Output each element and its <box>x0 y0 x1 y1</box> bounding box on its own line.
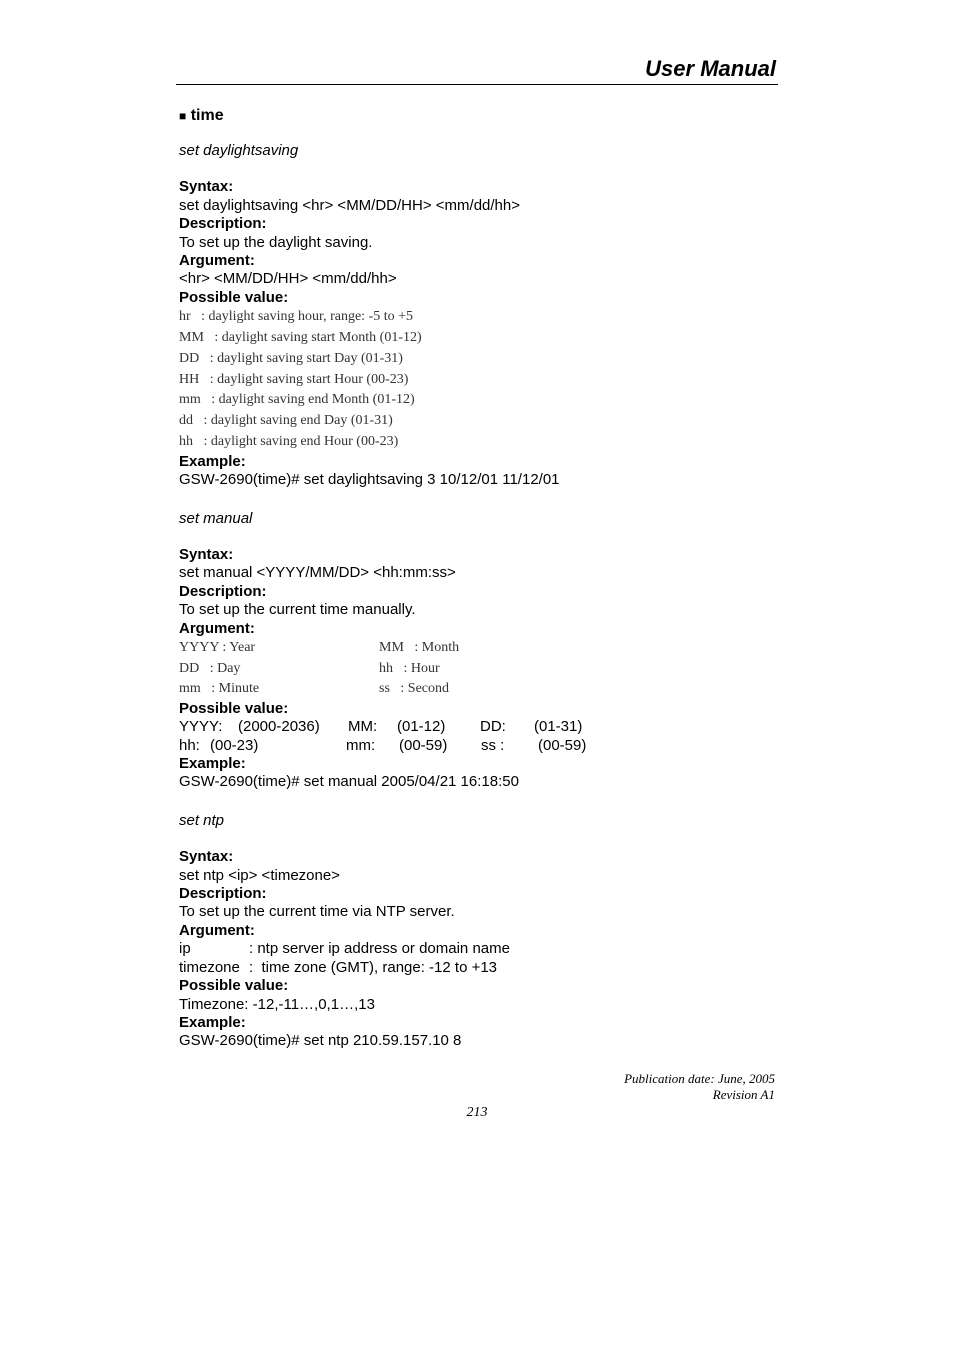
example-text: GSW-2690(time)# set ntp 210.59.157.10 8 <box>179 1032 462 1050</box>
manual-title: User Manual <box>645 56 776 81</box>
pv-key: mm: <box>346 736 376 754</box>
pv-range: (2000-2036) <box>238 718 320 736</box>
possible-value-line: mm : daylight saving end Month (01-12) <box>179 392 415 408</box>
argument-cell: MM : Month <box>379 640 460 656</box>
argument-label: Argument: <box>179 619 255 637</box>
possible-value-label: Possible value: <box>179 699 289 717</box>
publication-date: Publication date: June, 2005 <box>624 1071 775 1086</box>
argument-row <box>179 638 779 659</box>
example-label: Example: <box>179 452 246 470</box>
argument-cell: hh : Hour <box>379 660 440 676</box>
pv-range: (00-59) <box>399 736 448 754</box>
argument-label: Argument: <box>179 252 255 270</box>
description-text: To set up the current time manually. <box>179 601 416 619</box>
possible-value-line: dd : daylight saving end Day (01-31) <box>179 413 393 429</box>
page-number: 213 <box>466 1105 488 1120</box>
bullet-icon: ■ <box>179 109 187 123</box>
possible-value-line: hr : daylight saving hour, range: -5 to +5 <box>179 309 414 325</box>
argument-cell: ss : Second <box>379 681 449 697</box>
description-text: To set up the daylight saving. <box>179 233 373 251</box>
example-text: GSW-2690(time)# set manual 2005/04/21 16:18:50 <box>179 773 519 791</box>
pv-key: MM: <box>348 718 378 736</box>
pv-range: (00-59) <box>538 736 587 754</box>
syntax-text: set manual <YYYY/MM/DD> <hh:mm:ss> <box>179 564 456 582</box>
pv-key: hh: <box>179 736 200 754</box>
syntax-label: Syntax: <box>179 546 234 564</box>
revision: Revision A1 <box>712 1087 775 1102</box>
argument-row <box>179 659 779 680</box>
argument-key: timezone <box>179 958 240 976</box>
argument-key: ip <box>179 940 191 958</box>
argument-label: Argument: <box>179 921 255 939</box>
possible-value-line: MM : daylight saving start Month (01-12) <box>179 330 422 346</box>
cmd-title-daylightsaving: set daylightsaving <box>179 142 299 159</box>
syntax-text: set daylightsaving <hr> <MM/DD/HH> <mm/dd/hh> <box>179 196 520 214</box>
description-label: Description: <box>179 885 267 903</box>
section-title: time <box>190 107 224 124</box>
cmd-title-ntp: set ntp <box>179 811 225 829</box>
pv-key: ss : <box>481 736 505 754</box>
possible-value-row <box>179 718 779 736</box>
pv-key: DD: <box>480 718 506 736</box>
example-text: GSW-2690(time)# set daylightsaving 3 10/12/01 11/12/01 <box>179 471 560 489</box>
argument-desc: : time zone (GMT), range: -12 to +13 <box>249 958 498 976</box>
possible-value-label: Possible value: <box>179 288 289 306</box>
pv-range: (01-12) <box>397 718 446 736</box>
example-label: Example: <box>179 755 246 773</box>
syntax-label: Syntax: <box>179 848 234 866</box>
pv-key: YYYY: <box>179 718 223 736</box>
example-label: Example: <box>179 1013 246 1031</box>
argument-cell: mm : Minute <box>179 681 260 697</box>
description-label: Description: <box>179 582 267 600</box>
syntax-label: Syntax: <box>179 178 234 196</box>
description-label: Description: <box>179 215 267 233</box>
publication-info <box>624 1071 775 1103</box>
page-content <box>179 104 779 1051</box>
argument-row <box>179 940 779 958</box>
section-heading <box>179 104 779 128</box>
possible-value-line: HH : daylight saving start Hour (00-23) <box>179 371 409 387</box>
possible-value-label: Possible value: <box>179 977 289 995</box>
argument-desc: : ntp server ip address or domain name <box>249 940 510 958</box>
header-rule <box>176 84 778 85</box>
argument-row <box>179 959 779 977</box>
cmd-title-manual: set manual <box>179 509 253 527</box>
possible-value-text: Timezone: -12,-11…,0,1…,13 <box>179 995 375 1013</box>
syntax-text: set ntp <ip> <timezone> <box>179 866 340 884</box>
description-text: To set up the current time via NTP server. <box>179 903 455 921</box>
argument-cell: DD : Day <box>179 660 241 676</box>
argument-cell: YYYY : Year <box>179 640 256 656</box>
possible-value-row <box>179 737 779 755</box>
pv-range: (00-23) <box>210 736 259 754</box>
argument-row <box>179 679 779 700</box>
possible-value-line: DD : daylight saving start Day (01-31) <box>179 350 403 366</box>
argument-text: <hr> <MM/DD/HH> <mm/dd/hh> <box>179 270 397 288</box>
pv-range: (01-31) <box>534 718 583 736</box>
possible-value-line: hh : daylight saving end Hour (00-23) <box>179 434 399 450</box>
